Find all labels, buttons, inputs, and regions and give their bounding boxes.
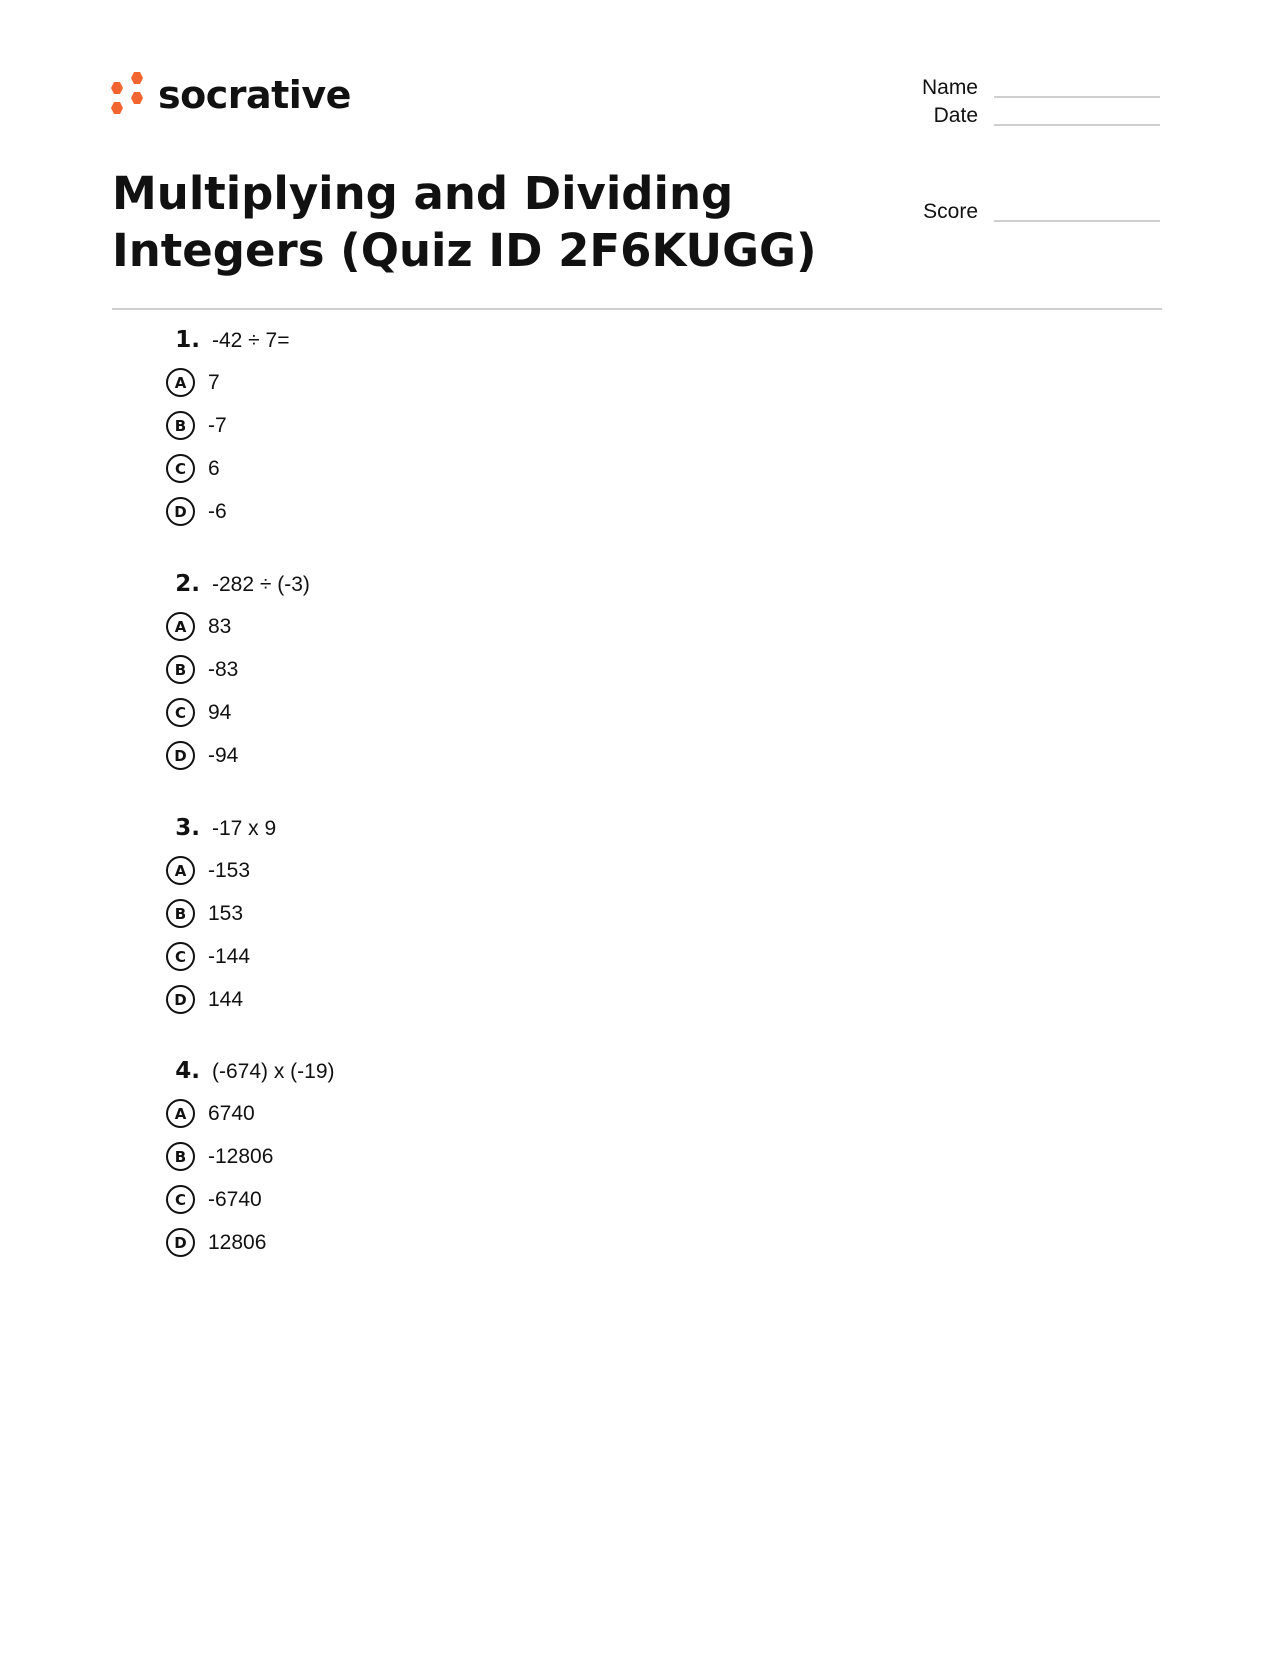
name-label: Name [921,76,978,99]
question-text: -282 ÷ (-3) [212,573,310,596]
date-label: Date [933,104,978,127]
choice-c[interactable] [160,691,310,734]
choice-c[interactable] [160,935,276,978]
date-line[interactable] [994,124,1160,126]
choice-circle[interactable]: A [166,612,195,641]
choice-circle[interactable]: C [166,698,195,727]
choice-a[interactable] [160,849,276,892]
question-3 [160,815,276,1021]
choice-circle[interactable]: C [166,942,195,971]
question-2 [160,571,310,777]
choice-circle[interactable]: D [166,497,195,526]
choice-circle[interactable]: D [166,741,195,770]
choice-text: -83 [208,657,239,681]
choice-b[interactable] [160,1135,335,1178]
choice-text: -7 [208,413,227,437]
choice-circle[interactable]: D [166,1228,195,1257]
question-text: -17 x 9 [212,817,277,840]
brand-name: socrative [158,73,351,117]
choice-text: -6740 [208,1187,262,1211]
choice-circle[interactable]: A [166,1099,195,1128]
choice-text: 7 [208,370,220,394]
question-number: 3. [175,815,200,841]
question-number: 4. [175,1058,200,1084]
name-field[interactable] [860,76,1160,100]
choice-circle[interactable]: A [166,856,195,885]
choice-a[interactable] [160,605,310,648]
score-field[interactable] [860,200,1160,224]
hexagon-cluster-icon [108,70,148,120]
choice-circle[interactable]: D [166,985,195,1014]
choice-text: 6740 [208,1101,255,1125]
choice-text: 153 [208,901,244,925]
name-line[interactable] [994,96,1160,98]
choice-circle[interactable]: B [166,899,195,928]
score-line[interactable] [994,220,1160,222]
choice-text: 94 [208,700,232,724]
choice-b[interactable] [160,404,290,447]
choice-text: -6 [208,499,227,523]
choice-text: 144 [208,987,244,1011]
choice-c[interactable] [160,1178,335,1221]
choice-a[interactable] [160,361,290,404]
header-divider [112,308,1162,310]
choice-circle[interactable]: B [166,411,195,440]
date-field[interactable] [860,104,1160,128]
question-text: (-674) x (-19) [212,1060,335,1083]
choice-d[interactable] [160,734,310,777]
choice-text: -144 [208,944,251,968]
choice-d[interactable] [160,1221,335,1264]
choice-text: 12806 [208,1230,267,1254]
question-number: 2. [175,571,200,597]
question-number: 1. [175,327,200,353]
choice-d[interactable] [160,490,290,533]
choice-text: 6 [208,456,220,480]
choice-b[interactable] [160,892,276,935]
choice-text: -94 [208,743,239,767]
choice-text: -12806 [208,1144,274,1168]
socrative-logo [108,70,351,120]
page-title: Multiplying and Dividing Integers (Quiz ID 2F6KUGG) [112,167,817,277]
score-label: Score [923,200,978,223]
choice-text: -153 [208,858,251,882]
choice-circle[interactable]: C [166,1185,195,1214]
choice-circle[interactable]: A [166,368,195,397]
question-4 [160,1058,335,1264]
choice-a[interactable] [160,1092,335,1135]
choice-c[interactable] [160,447,290,490]
choice-text: 83 [208,614,232,638]
choice-circle[interactable]: C [166,454,195,483]
choice-d[interactable] [160,978,276,1021]
choice-circle[interactable]: B [166,655,195,684]
choice-circle[interactable]: B [166,1142,195,1171]
choice-b[interactable] [160,648,310,691]
question-text: -42 ÷ 7= [212,329,290,352]
question-1 [160,327,290,533]
